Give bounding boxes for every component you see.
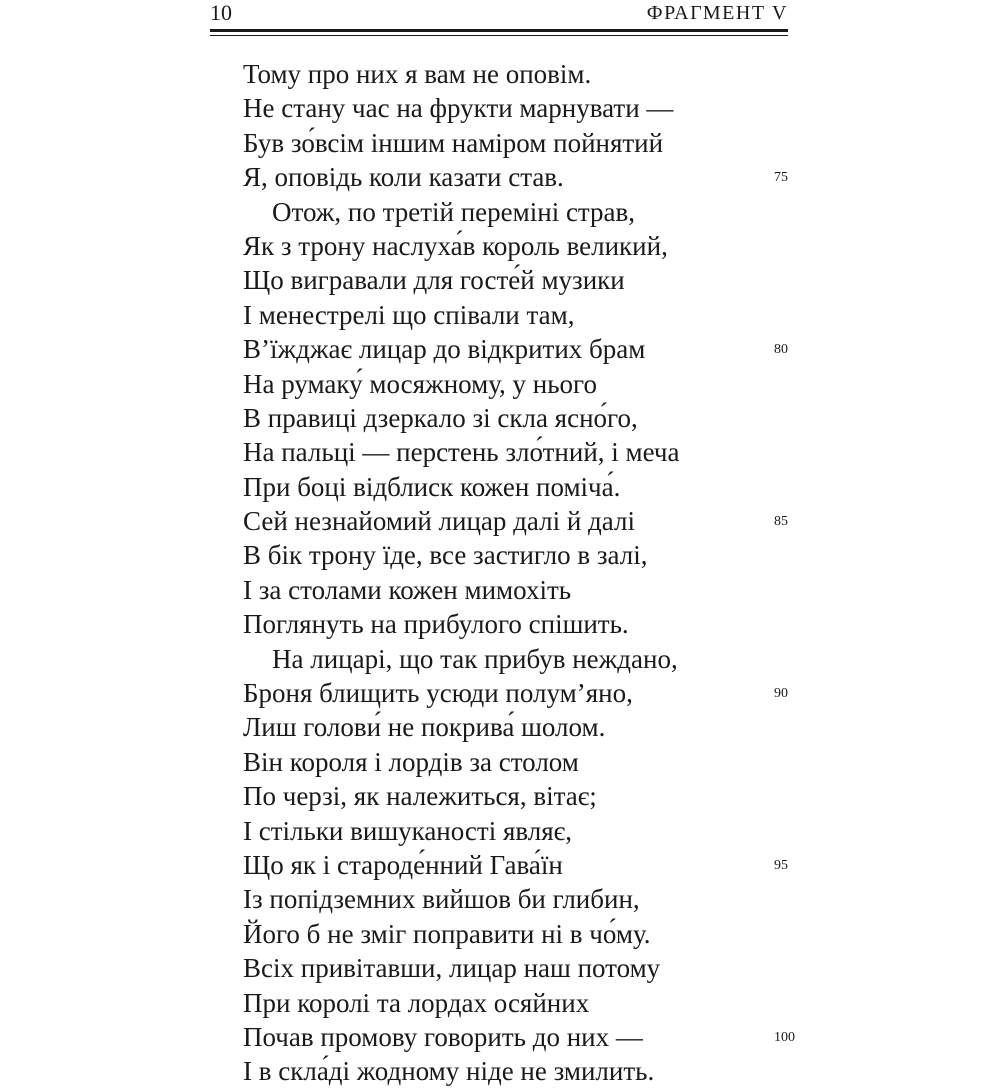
verse-line	[0, 263, 1000, 297]
header-rule-thick	[210, 29, 788, 32]
verse-text: Із попідземних вийшов би глибин,	[243, 884, 640, 915]
verse-text: При королі та лордах осяйних	[243, 987, 590, 1018]
verse-text: Був зо́всім іншим наміром пойнятий	[243, 127, 664, 158]
verse-text: Не стану час на фрукти марнувати —	[243, 93, 674, 124]
verse-text: Лиш голови́ не покрива́ шолом.	[243, 712, 606, 743]
verse-line	[0, 1020, 1000, 1054]
line-number: 90	[774, 686, 788, 702]
line-number: 95	[774, 857, 788, 873]
verse-line	[0, 986, 1000, 1020]
verse-text: Як з трону наслуха́в король великий,	[243, 230, 668, 261]
verse-line	[0, 538, 1000, 572]
verse-line	[0, 160, 1000, 194]
verse-line	[0, 367, 1000, 401]
verse-text: Його б не зміг поправити ні в чо́му.	[243, 918, 651, 949]
verse-text: І за столами кожен мимохіть	[243, 574, 572, 605]
verse-text: На лицарі, що так прибув неждано,	[272, 643, 678, 674]
verse-text: Що як і староде́нний Гава́їн	[243, 849, 563, 880]
verse-text: Поглянуть на прибулого спішить.	[243, 609, 629, 640]
line-number: 85	[774, 514, 788, 530]
verse-line	[0, 504, 1000, 538]
verse-line	[0, 57, 1000, 91]
verse-text: І в скла́ді жодному ніде не змилить.	[243, 1056, 655, 1087]
verse-text: Отож, по третій переміні страв,	[272, 196, 636, 227]
running-head	[0, 0, 1000, 30]
verse-line	[0, 229, 1000, 263]
verse-text: Тому про них я вам не оповім.	[243, 59, 592, 89]
verse-line	[0, 91, 1000, 125]
verse-line	[0, 848, 1000, 882]
line-number: 80	[774, 342, 788, 358]
verse-text: Сей незнайомий лицар далі й далі	[243, 506, 635, 537]
verse-text: На румаку́ мосяжному, у нього	[243, 368, 597, 399]
verse-text: Що вигравали для госте́й музики	[243, 265, 625, 296]
verse-line	[0, 126, 1000, 160]
verse-line	[0, 917, 1000, 951]
verse-text: В’їжджає лицар до відкритих брам	[243, 334, 646, 365]
page-number: 10	[210, 0, 232, 25]
verse-line	[0, 779, 1000, 813]
verse-text: Почав промову говорить до них —	[243, 1021, 643, 1052]
verse-line	[0, 745, 1000, 779]
verse-text: Я, оповідь коли казати став.	[243, 162, 564, 193]
verse-line	[0, 332, 1000, 366]
verse-text: На пальці — перстень зло́тний, і меча	[243, 437, 680, 468]
verse-text: В правиці дзеркало зі скла ясно́го,	[243, 402, 638, 433]
poem-text	[0, 57, 1000, 1089]
verse-line	[0, 814, 1000, 848]
verse-line	[0, 951, 1000, 985]
verse-text: І стільки вишуканості являє,	[243, 815, 573, 846]
verse-line	[0, 401, 1000, 435]
verse-line	[0, 710, 1000, 744]
verse-text: Всіх привітавши, лицар наш потому	[243, 953, 661, 984]
verse-line	[0, 676, 1000, 710]
line-number: 100	[774, 1029, 795, 1045]
verse-text: І менестрелі що співали там,	[243, 299, 575, 330]
verse-line	[0, 573, 1000, 607]
verse-text: По черзі, як належиться, вітає;	[243, 781, 597, 812]
verse-line	[0, 298, 1000, 332]
header-rule-thin	[210, 35, 788, 36]
verse-text: Він короля і лордів за столом	[243, 746, 579, 777]
verse-line	[0, 435, 1000, 469]
verse-text: При боці відблиск кожен поміча́.	[243, 471, 621, 502]
verse-line	[0, 882, 1000, 916]
verse-line	[0, 642, 1000, 676]
verse-line	[0, 470, 1000, 504]
verse-line	[0, 195, 1000, 229]
verse-text: В бік трону їде, все застигло в залі,	[243, 540, 648, 571]
verse-line	[0, 607, 1000, 641]
verse-text: Броня блищить усюди полум’яно,	[243, 678, 633, 709]
line-number: 75	[774, 170, 788, 186]
verse-line	[0, 1054, 1000, 1088]
section-title: ФРАГМЕНТ V	[646, 2, 788, 24]
